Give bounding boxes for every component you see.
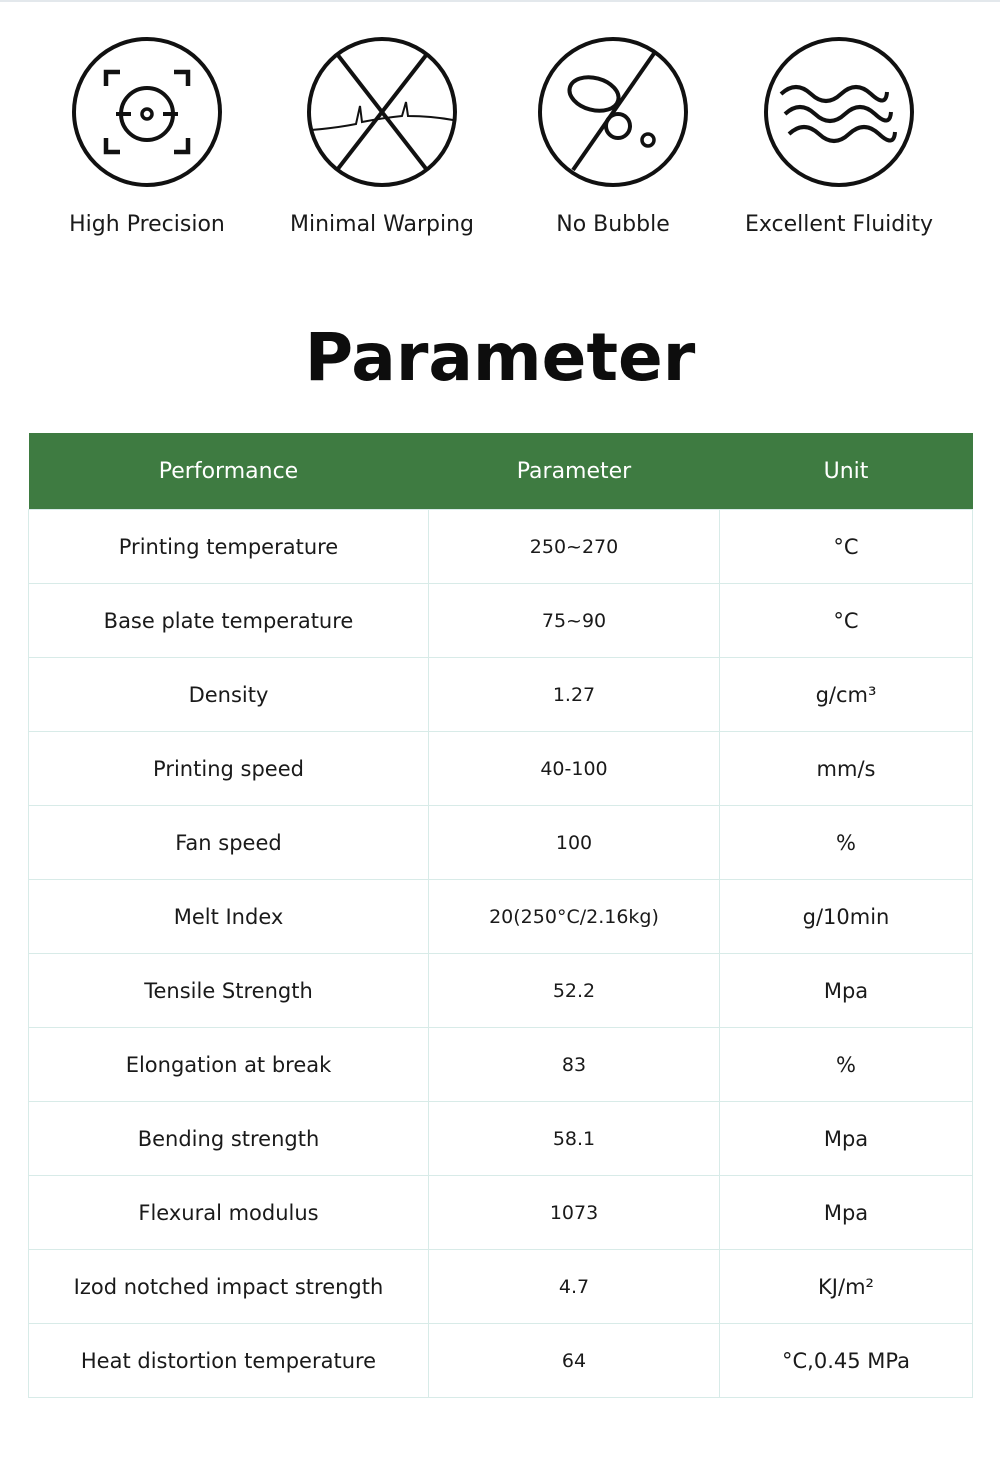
table-header-row (29, 433, 973, 510)
cell-parameter: 1073 (429, 1176, 720, 1250)
cell-parameter: 75~90 (429, 584, 720, 658)
target-crosshair-icon (71, 36, 223, 188)
cell-unit: % (720, 806, 973, 880)
cell-unit: KJ/m² (720, 1250, 973, 1324)
cell-parameter: 20(250°C/2.16kg) (429, 880, 720, 954)
cell-parameter: 1.27 (429, 658, 720, 732)
feature-label: High Precision (69, 212, 225, 237)
section-title: Parameter (304, 319, 696, 396)
table-row (29, 880, 973, 954)
feature-minimal-warping (262, 36, 502, 237)
table-row (29, 1102, 973, 1176)
table-row (29, 1250, 973, 1324)
feature-icons-row (0, 0, 1000, 260)
table-row (29, 732, 973, 806)
cell-unit: Mpa (720, 954, 973, 1028)
cell-unit: % (720, 1028, 973, 1102)
crossed-bubble-icon (537, 36, 689, 188)
table-row (29, 510, 973, 584)
feature-label: No Bubble (556, 212, 670, 237)
cell-unit: Mpa (720, 1102, 973, 1176)
cell-parameter: 250~270 (429, 510, 720, 584)
header-performance: Performance (29, 433, 429, 510)
cell-unit: Mpa (720, 1176, 973, 1250)
cell-performance: Printing temperature (29, 510, 429, 584)
cell-performance: Printing speed (29, 732, 429, 806)
cell-performance: Tensile Strength (29, 954, 429, 1028)
cell-unit: g/10min (720, 880, 973, 954)
feature-excellent-fluidity (719, 36, 959, 237)
cell-performance: Bending strength (29, 1102, 429, 1176)
cell-parameter: 40-100 (429, 732, 720, 806)
feature-label: Minimal Warping (289, 212, 475, 237)
cell-parameter: 58.1 (429, 1102, 720, 1176)
cell-parameter: 52.2 (429, 954, 720, 1028)
table-row (29, 954, 973, 1028)
table-row (29, 1324, 973, 1398)
feature-no-bubble (493, 36, 733, 237)
table-row (29, 658, 973, 732)
cell-performance: Elongation at break (29, 1028, 429, 1102)
feature-high-precision (27, 36, 267, 237)
header-parameter: Parameter (429, 433, 720, 510)
crossed-warping-icon (306, 36, 458, 188)
feature-label: Excellent Fluidity (744, 212, 934, 237)
cell-performance: Melt Index (29, 880, 429, 954)
cell-unit: °C,0.45 MPa (720, 1324, 973, 1398)
cell-parameter: 64 (429, 1324, 720, 1398)
cell-unit: g/cm³ (720, 658, 973, 732)
cell-parameter: 100 (429, 806, 720, 880)
cell-unit: °C (720, 510, 973, 584)
cell-performance: Fan speed (29, 806, 429, 880)
cell-parameter: 83 (429, 1028, 720, 1102)
table-row (29, 584, 973, 658)
cell-unit: °C (720, 584, 973, 658)
waves-icon (763, 36, 915, 188)
table-row (29, 1176, 973, 1250)
cell-performance: Izod notched impact strength (29, 1250, 429, 1324)
table-row (29, 1028, 973, 1102)
cell-performance: Density (29, 658, 429, 732)
cell-unit: mm/s (720, 732, 973, 806)
table-row (29, 806, 973, 880)
cell-performance: Heat distortion temperature (29, 1324, 429, 1398)
cell-performance: Base plate temperature (29, 584, 429, 658)
cell-parameter: 4.7 (429, 1250, 720, 1324)
header-unit: Unit (720, 433, 973, 510)
cell-performance: Flexural modulus (29, 1176, 429, 1250)
parameter-table (28, 433, 973, 1398)
